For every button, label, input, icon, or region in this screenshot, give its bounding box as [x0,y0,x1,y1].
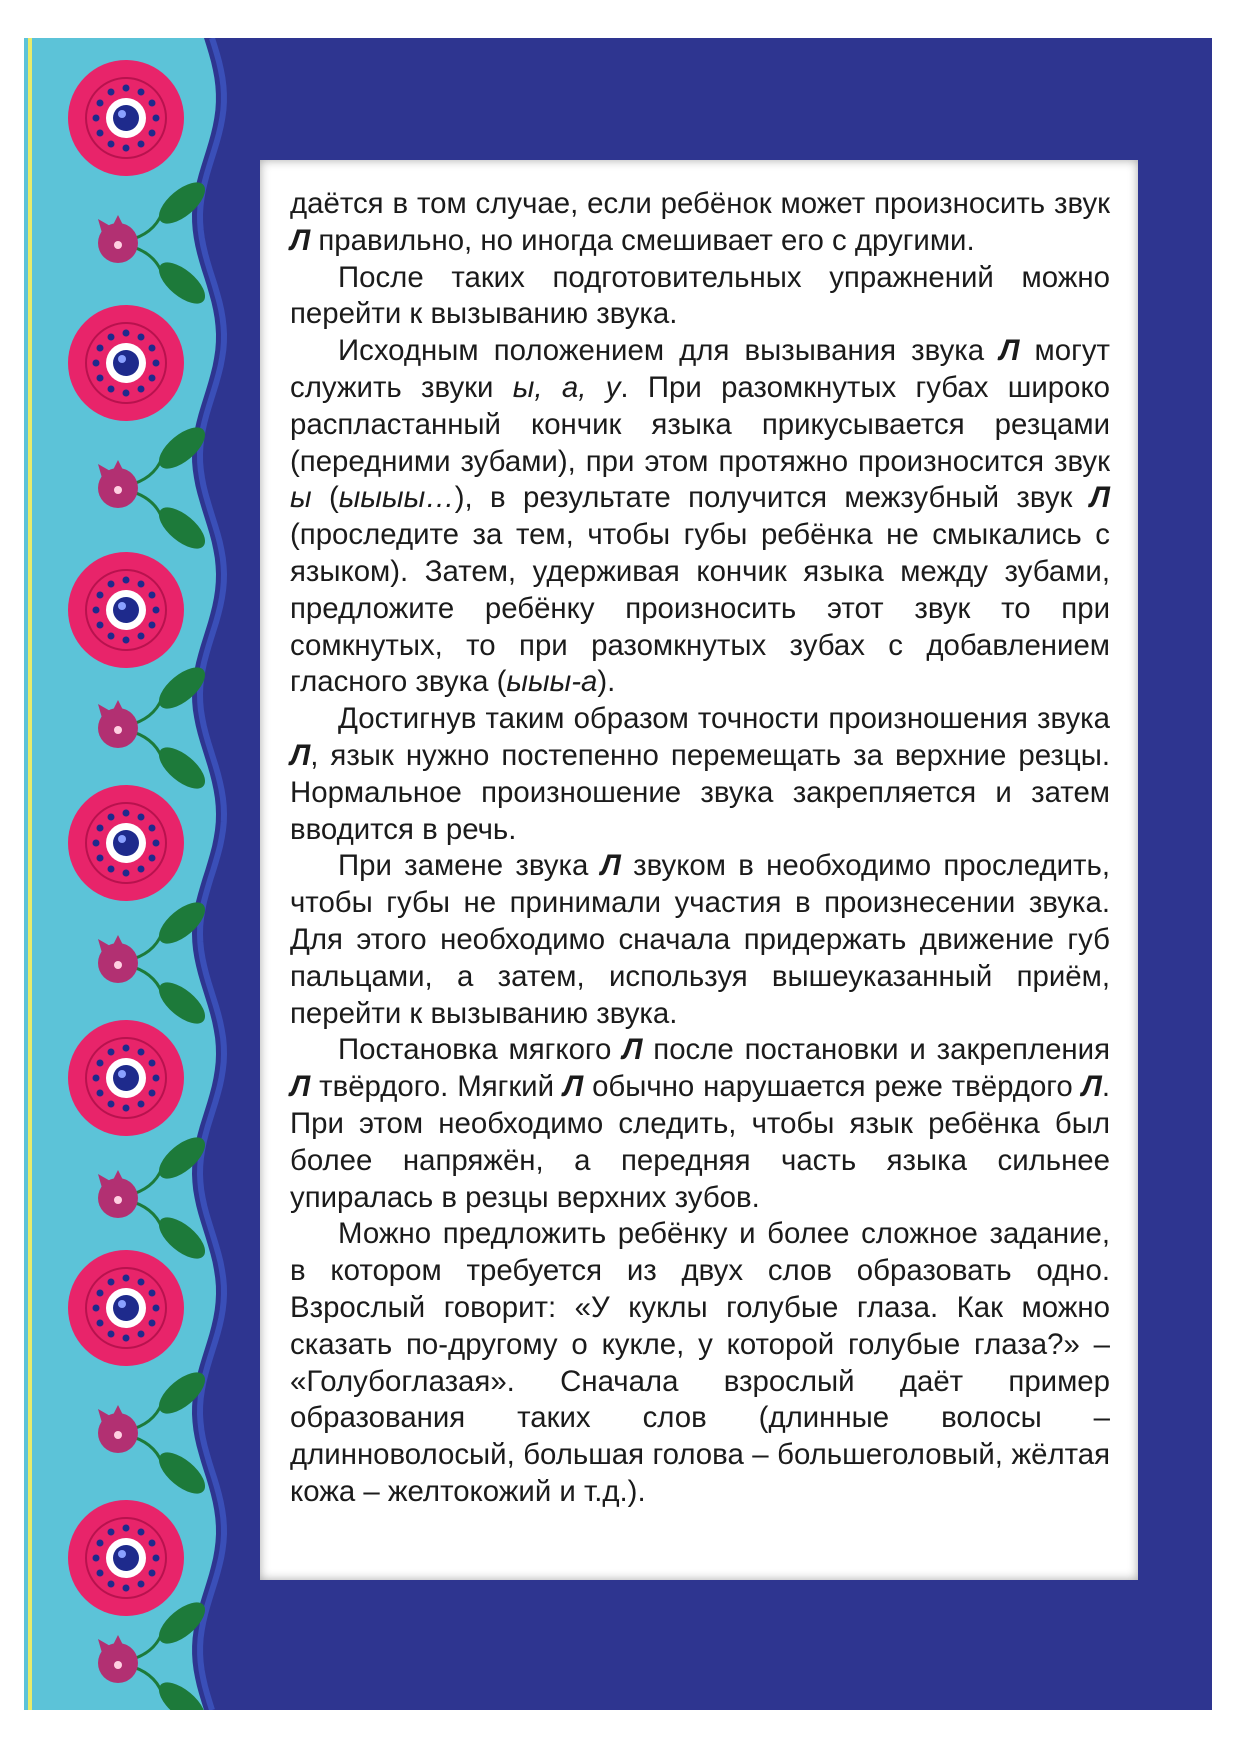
article-text [290,186,1110,1511]
letter-l-highlight: Л [562,1070,584,1104]
letter-l-highlight: Л [600,849,621,883]
text-run: могут служить звуки [290,334,1110,404]
letter-l-highlight: Л [999,334,1020,368]
circle-flower-icon [68,1500,184,1616]
text-run: При замене звука [338,849,601,883]
text-run: После таких подготовительных упражнений можно перейти к вызыванию звука. [290,260,1110,331]
italic-sound: ы [290,481,312,515]
text-run: после постановки и закрепления [642,1033,1110,1067]
text-run: ), в результате получится межзубный звук [454,481,1090,515]
letter-l-highlight: Л [290,1070,311,1104]
letter-l-highlight: Л [290,223,311,257]
text-run: Исходным положением для вызывания звука [338,334,1000,368]
text-run: звуком в необходимо проследить, чтобы губы не принимали участия в произнесении звука. Для этого необходимо сначала придержать движение губ пальцами, а затем, используя вышеуказанный приём, перейти к вызыванию звука. [290,849,1110,1030]
text-run: ( [311,481,339,515]
text-run: ). [597,665,616,699]
text-run: обычно нарушается реже твёрдого [583,1070,1082,1104]
text-run: , язык нужно постепенно перемещать за верхние резцы. Нормальное произношение звука закрепляется и затем вводится в речь. [290,738,1110,846]
text-run: . При разомкнутых губах широко распластанный кончик языка прикусывается резцами (передними зубами), при этом протяжно произносится звук [290,370,1110,478]
circle-flower-icon [68,1020,184,1136]
paragraph [290,333,1110,701]
text-run: . При этом необходимо следить, чтобы язык ребёнка был более напряжён, а передняя часть языка сильнее упиралась в резцы верхних зубов. [290,1070,1111,1214]
paragraph [290,701,1110,848]
circle-flower-icon [68,785,184,901]
text-run: (проследите за тем, чтобы губы ребёнка не смыкались с языком). Затем, удерживая кончик языка между зубами, предложите ребёнку произносить этот звук то при сомкнутых, то при разомкнутых зубах с добавлением гласного звука ( [290,518,1110,699]
italic-sound: ыыыы… [338,481,455,515]
letter-l-highlight: Л [1089,481,1110,515]
circle-flower-icon [68,552,184,668]
italic-sound: ыыы-а [506,665,598,699]
paragraph [290,848,1110,1032]
text-run: твёрдого. Мягкий [310,1070,563,1104]
paragraph [290,260,1110,334]
letter-l-highlight: Л [622,1033,643,1067]
text-run: Достигнув таким образом точности произношения звука [338,702,1110,736]
book-page [32,38,1212,1710]
text-run: правильно, но иногда смешивает его с другими. [310,223,975,257]
text-run: даётся в том случае, если ребёнок может произносить звук [290,187,1110,220]
paragraph [290,186,1110,260]
decorative-border-strip [32,38,282,1710]
italic-sound: ы, а, у [512,370,621,404]
letter-l-highlight: Л [1081,1070,1102,1104]
paragraph [290,1216,1110,1510]
circle-flower-icon [68,1250,184,1366]
text-run: Можно предложить ребёнку и более сложное задание, в котором требуется из двух слов образовать одно. Взрослый говорит: «У куклы голубые глаза. Как можно сказать по-другому о кукле, у которой голубые глаза?» – «Голубоглазая». Сначала взрослый даёт пример образования таких слов (длинные волосы – длинноволосый, большая голова – большеголовый, жёлтая кожа – желтокожий и т.д.). [290,1217,1110,1508]
text-panel [260,160,1138,1580]
letter-l-highlight: Л [290,738,311,772]
circle-flower-icon [68,60,184,176]
paragraph [290,1032,1110,1216]
circle-flower-icon [68,305,184,421]
text-run: Постановка мягкого [338,1033,623,1067]
